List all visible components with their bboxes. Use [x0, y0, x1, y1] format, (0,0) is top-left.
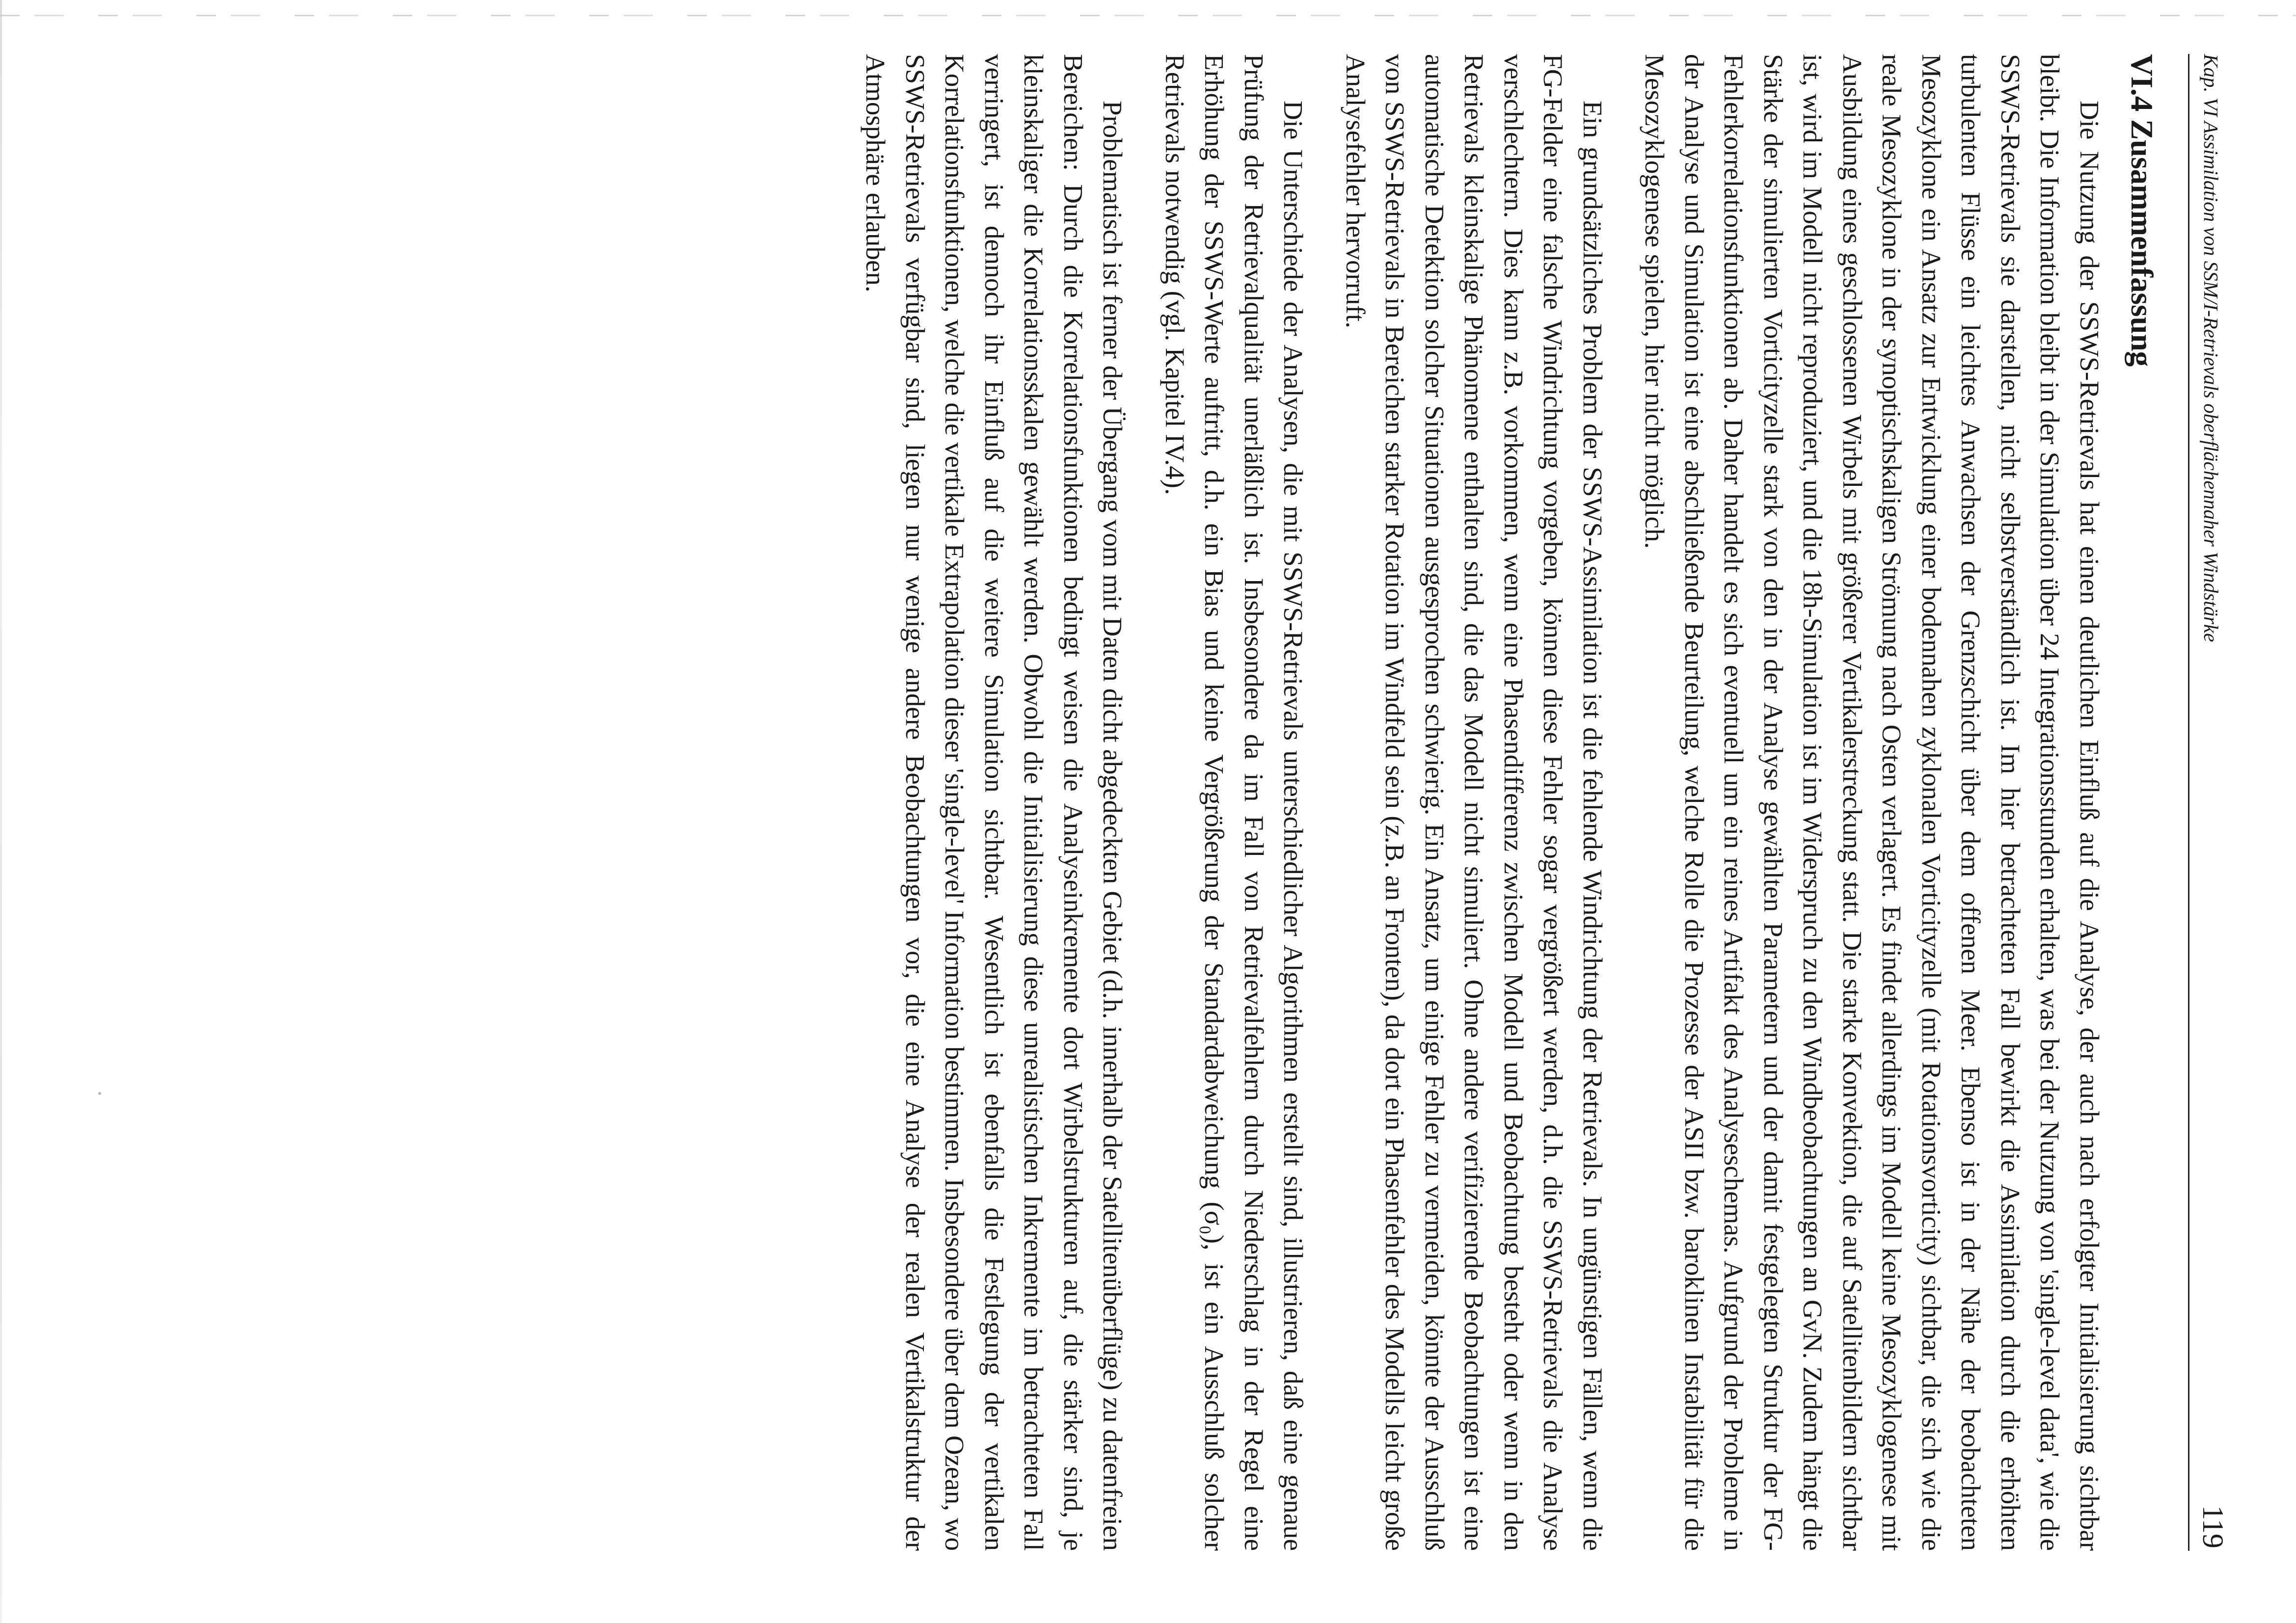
- running-header: [2188, 54, 2239, 1551]
- paragraph-4: Problematisch ist ferner der Übergang vom mit Daten dicht abgedeckten Gebiet (d.h. innerhalb der Satellitenüberflüge) zu datenfreien Bereichen: Durch die Korrelationsfunktionen bedingt weisen die Analyseinkremente dort Wirbelstrukturen auf, die stärker sind, je kleinskaliger die Korrelationsskalen gewählt werden. Obwohl die Initialisierung diese unrealistischen Inkremente im betrachteten Fall verringert, ist dennoch ihr Einfluß auf die weitere Simulation sichtbar. Wesentlich ist ebenfalls die Festlegung der vertikalen Korrelationsfunktionen, welche die vertikale Extrapolation dieser 'single-level' Information bestimmen. Insbesondere über dem Ozean, wo SSWS-Retrievals verfügbar sind, liegen nur wenige andere Beobachtungen vor, die eine Analyse der realen Vertikalstruktur der Atmosphäre erlauben.: [861, 54, 1128, 1551]
- scan-artifact-line: [0, 15, 2296, 16]
- chapter-header-title: Kap. VI Assimilation von SSM/I-Retrievals oberflächennaher Windstärke: [2200, 54, 2222, 642]
- paragraph-3: Die Unterschiede der Analysen, die mit SSWS-Retrievals unterschiedlicher Algorithmen erstellt sind, illustrieren, daß eine genaue Prüfung der Retrievalqualität unerläßlich ist. Insbesondere da im Fall von Retrievalfehlern durch Niederschlag in der Regel eine Erhöhung der SSWS-Werte auftritt, d.h. ein Bias und keine Vergrößerung der Standardabweichung (σ₀), ist ein Ausschluß solcher Retrievals notwendig (vgl. Kapitel IV.4).: [1160, 54, 1309, 1551]
- section-heading: VI.4 Zusammenfassung: [2125, 54, 2159, 367]
- paragraph-2: Ein grundsätzliches Problem der SSWS-Assimilation ist die fehlende Windrichtung der Retrievals. In ungünstigen Fällen, wenn die FG-Felder eine falsche Windrichtung vorgeben, können diese Fehler sogar vergrößert werden, d.h. die SSWS-Retrievals die Analyse verschlechtern. Dies kann z.B. vorkommen, wenn eine Phasendifferenz zwischen Modell und Beobachtung besteht oder wenn in den Retrievals kleinskalige Phänomene enthalten sind, die das Modell nicht simuliert. Ohne andere verifizierende Beobachtungen ist eine automatische Detektion solcher Situationen ausgesprochen schwierig. Ein Ansatz, um einige Fehler zu vermeiden, könnte der Ausschluß von SSWS-Retrievals in Bereichen starker Rotation im Windfeld sein (z.B. an Fronten), da dort ein Phasenfehler des Modells leicht große Analysefehler hervorruft.: [1341, 54, 1608, 1551]
- scan-edge-shadow: [0, 0, 2, 1623]
- body-text: [856, 54, 2109, 1551]
- scan-speck: [98, 1092, 101, 1095]
- rotated-document-page: [177, 54, 2239, 1551]
- page-number: 119: [2197, 1505, 2229, 1548]
- paragraph-1: Die Nutzung der SSWS-Retrievals hat einen deutlichen Einfluß auf die Analyse, der auch nach erfolgter Initialisierung sichtbar bleibt. Die Information bleibt in der Simulation über 24 Integrationsstunden erhalten, was bei der Nutzung von 'single-level data', wie die SSWS-Retrievals sie darstellen, nicht selbstverständlich ist. Im hier betrachteten Fall bewirkt die Assimilation durch die erhöhten turbulenten Flüsse ein leichtes Anwachsen der Grenzschicht über dem offenen Meer. Ebenso ist in der Nähe der beobachteten Mesozyklone ein Ansatz zur Entwicklung einer bodennahen zyklonalen Vorticityzelle (mit Rotationsvorticity) sichtbar, die sich wie die reale Mesozyklone in der synoptischskaligen Strömung nach Osten verlagert. Es findet allerdings im Modell keine Mesozyklogenese mit Ausbildung eines geschlossenen Wirbels mit größerer Vertikalerstreckung statt. Die starke Konvektion, die auf Satellitenbildern sichtbar ist, wird im Modell nicht reproduziert, und die 18h-Simulation ist im Widerspruch zu den Windbeobachtungen an GvN. Zudem hängt die Stärke der simulierten Vorticityzelle stark von den in der Analyse gewählten Parametern und der damit festgelegten Struktur der FG-Fehlerkorrelationsfunktionen ab. Daher handelt es sich eventuell um ein reines Artifakt des Analyseschemas. Aufgrund der Probleme in der Analyse und Simulation ist eine abschließende Beurteilung, welche Rolle die Prozesse der ASII bzw. baroklinen Instabilität für die Mesozyklogenese spielen, hier nicht möglich.: [1640, 54, 2105, 1551]
